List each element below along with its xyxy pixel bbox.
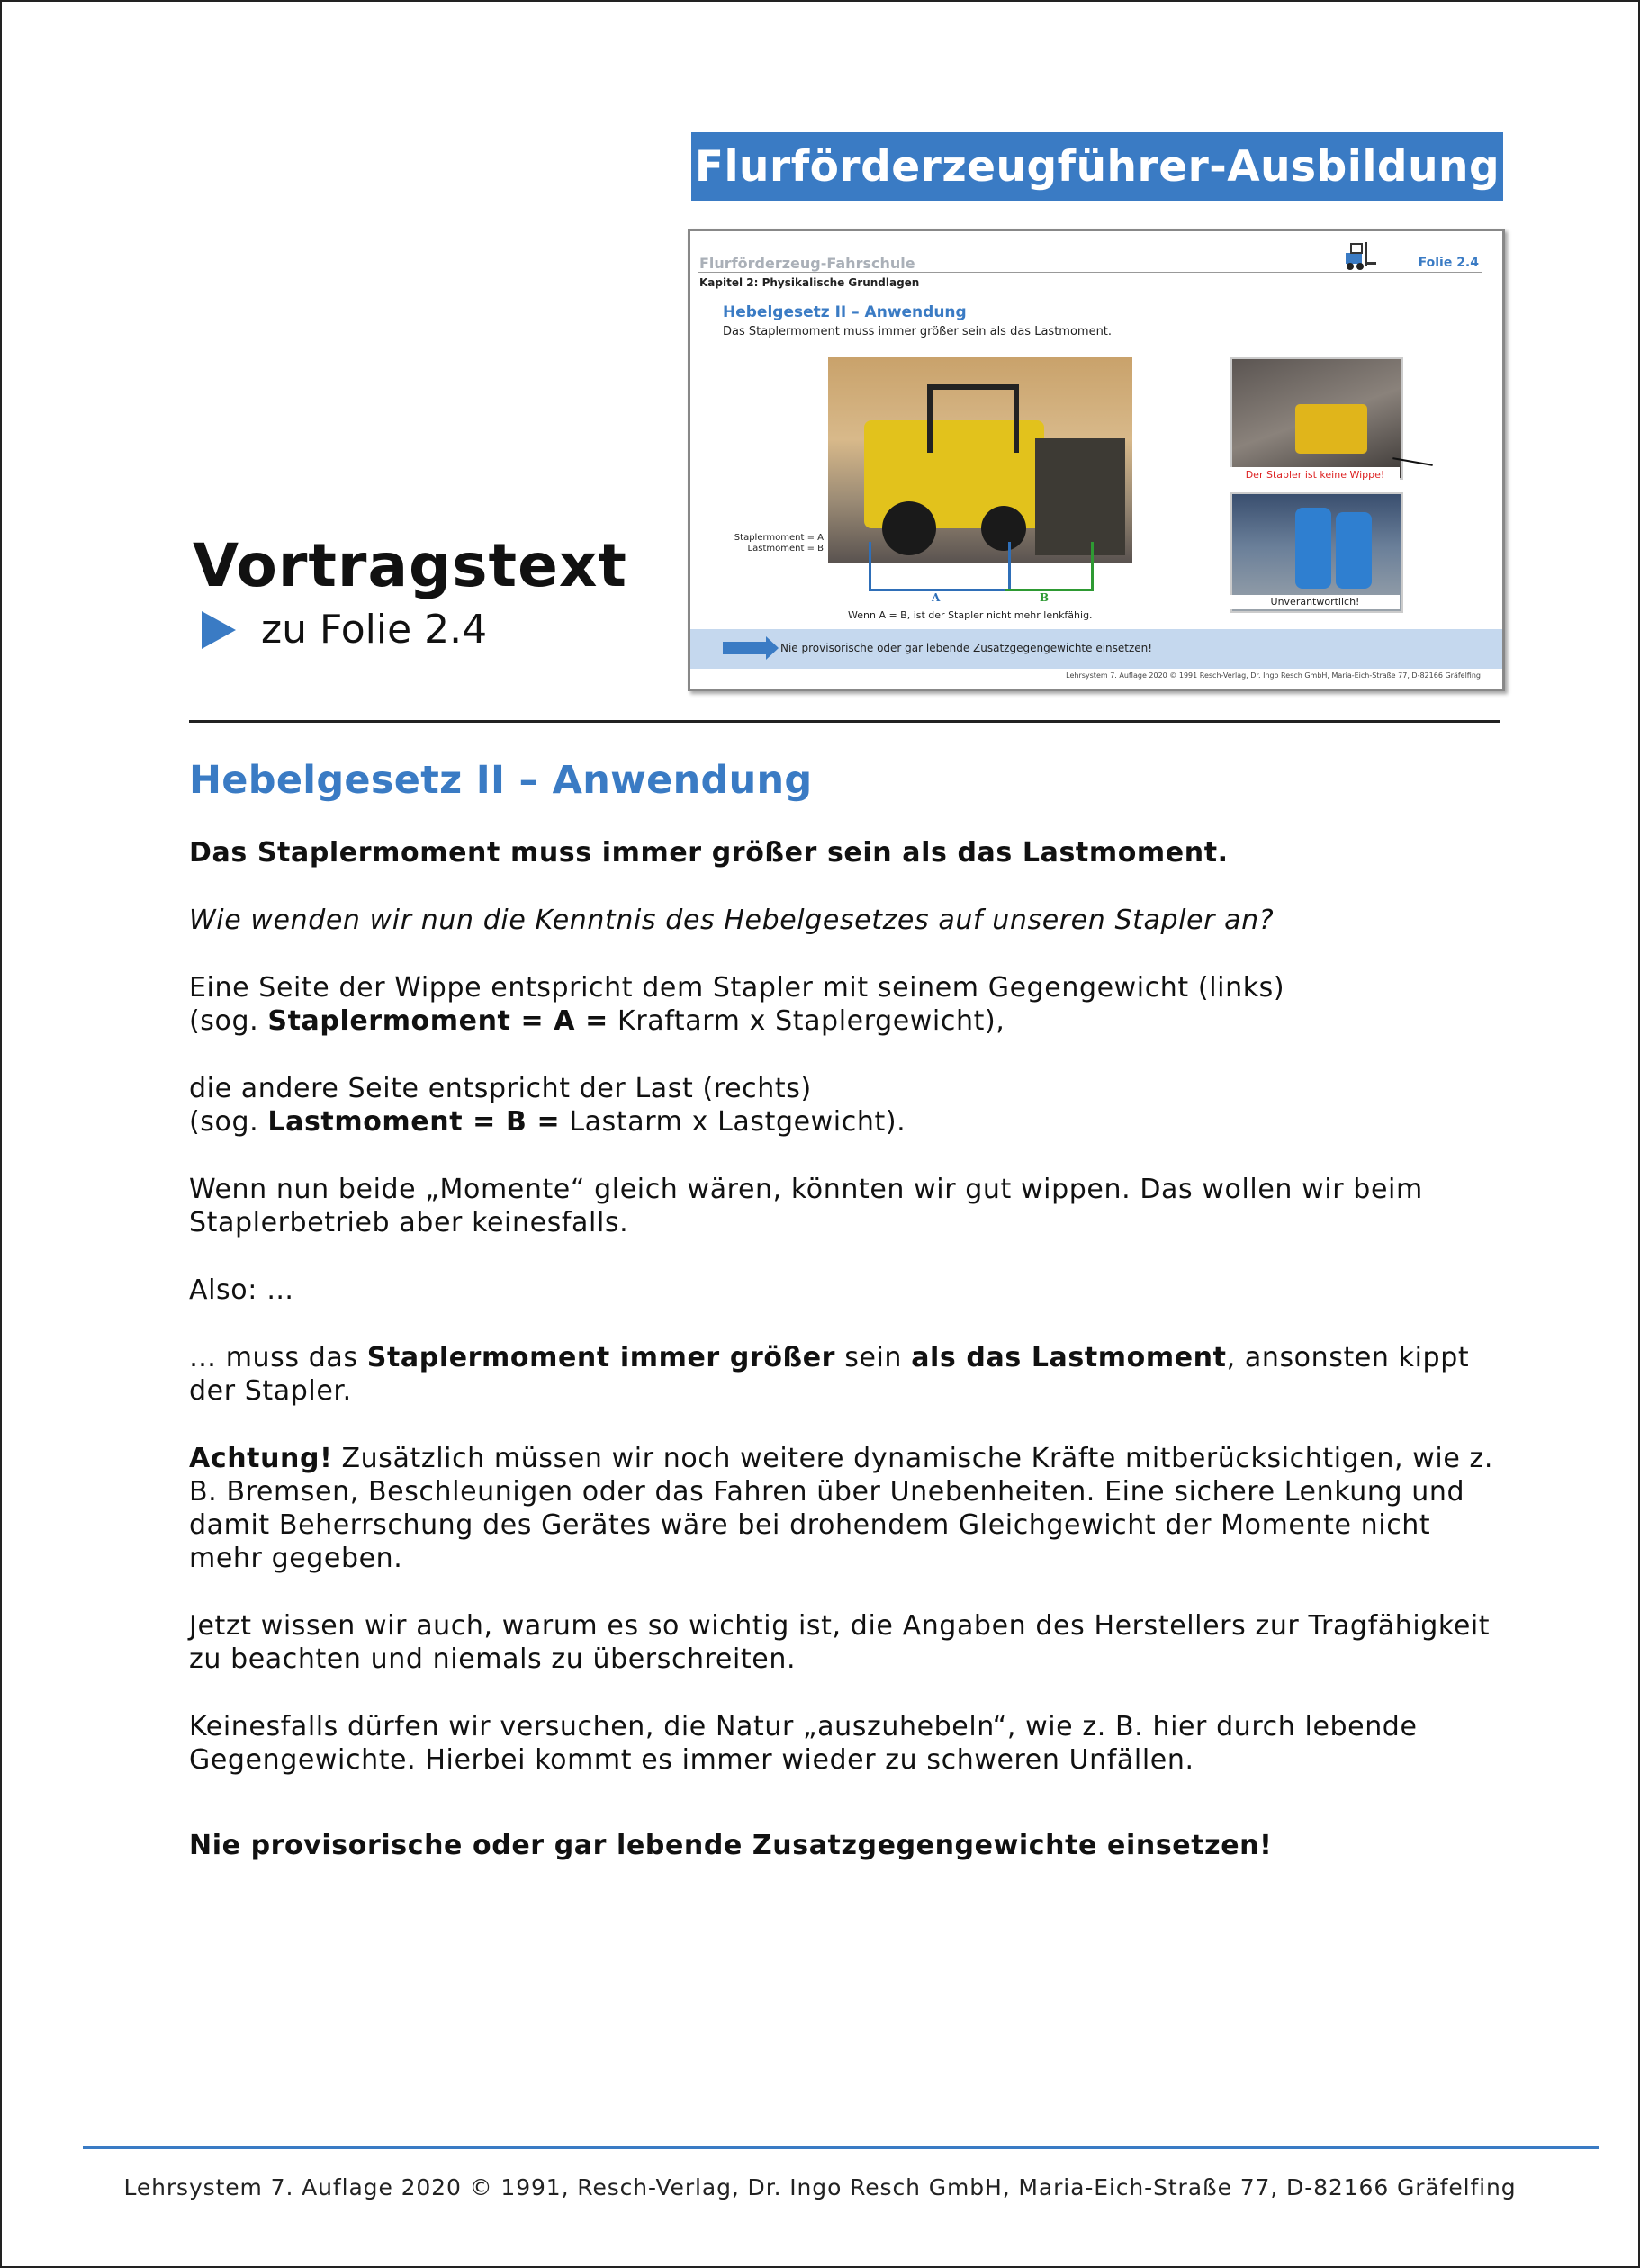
text-span: die andere Seite entspricht der Last (rechts) <box>189 1073 812 1104</box>
moment-b-label: Lastmoment = B <box>747 544 824 554</box>
text-span: , ansonsten kippt der Stapler. <box>189 1342 1470 1407</box>
section-title: Hebelgesetz II – Anwendung <box>189 758 813 803</box>
forklift-cab-shape <box>927 384 1019 453</box>
text-span: (sog. <box>189 1106 268 1138</box>
paragraph-also: Also: … <box>189 1274 294 1306</box>
course-banner: Flurförderzeugführer-Ausbildung <box>691 132 1503 201</box>
slide-reference <box>202 607 487 652</box>
timber-load-shape <box>1035 438 1125 555</box>
slide-chapter: Kapitel 2: Physikalische Grundlagen <box>699 276 920 289</box>
paragraph-manufacturer: Jetzt wissen wir auch, warum es so wichtig ist, die Angaben des Herstellers zur Tragfähigkeit zu beachten und niemals zu überschreiten. <box>189 1610 1491 1675</box>
slide-reference-label: zu Folie 2.4 <box>261 607 488 652</box>
paragraph-counterweights: Keinesfalls dürfen wir versuchen, die Natur „auszuhebeln“, wie z. B. hier durch lebende Gegengewichte. Hierbei kommt es immer wieder zu schweren Unfällen. <box>189 1711 1418 1776</box>
text-span: (sog. <box>189 1005 268 1037</box>
paragraph-conclusion <box>189 1341 1503 1408</box>
slide-subtitle: Das Staplermoment muss immer größer sein als das Lastmoment. <box>723 325 1113 338</box>
arm-a-label: A <box>932 591 941 604</box>
paragraph-lastmoment <box>189 1072 1503 1138</box>
lever-arm-b <box>1005 542 1094 591</box>
text-span: … muss das <box>189 1342 367 1373</box>
moment-a-label: Staplermoment = A <box>734 533 824 543</box>
forklift-photo <box>828 357 1132 562</box>
text-span: Eine Seite der Wippe entspricht dem Stapler mit seinem Gegengewicht (links) <box>189 972 1285 1004</box>
person-shape <box>1295 508 1331 589</box>
text-span: Zusätzlich müssen wir noch weitere dynamische Kräfte mitberücksichtigen, wie z. B. Bremsen, Beschleunigen oder das Fahren über Unebenheiten. Eine sichere Lenkung und damit Beherrschung des Gerätes wäre bei drohendem Gleichgewicht der Momente nicht mehr gegeben. <box>189 1443 1493 1574</box>
question-paragraph: Wie wenden wir nun die Kenntnis des Hebelgesetzes auf unseren Stapler an? <box>189 904 1275 936</box>
bold-term: als das Lastmoment <box>911 1342 1227 1373</box>
paragraph-staplermoment <box>189 971 1503 1038</box>
text-span: Kraftarm x Staplergewicht), <box>608 1005 1005 1037</box>
tipping-forklift-photo <box>1230 357 1403 480</box>
moment-legend <box>725 533 824 554</box>
caption-no-seesaw: Der Stapler ist keine Wippe! <box>1230 467 1400 483</box>
text-span: sein <box>835 1342 912 1373</box>
bold-term: Achtung! <box>189 1443 333 1474</box>
triangle-bullet-icon <box>202 611 236 649</box>
tipping-forklift-shape <box>1295 404 1367 454</box>
page-title: Vortragstext <box>193 531 627 600</box>
bold-term: Staplermoment immer größer <box>366 1342 836 1373</box>
slide-warning-text: Nie provisorische oder gar lebende Zusatzgegengewichte einsetzen! <box>780 642 1153 654</box>
lever-arm-a <box>869 542 1011 591</box>
text-span: Lastarm x Lastgewicht). <box>560 1106 906 1138</box>
arrow-right-icon <box>723 642 766 654</box>
slide-header-divider <box>698 272 1482 273</box>
header-divider <box>189 720 1500 723</box>
final-warning: Nie provisorische oder gar lebende Zusatzgegengewichte einsetzen! <box>189 1830 1273 1861</box>
arm-b-label: B <box>1040 591 1050 604</box>
page-footer: Lehrsystem 7. Auflage 2020 © 1991, Resch-Verlag, Dr. Ingo Resch GmbH, Maria-Eich-Straße 77, D-82166 Gräfelfing <box>123 2174 1517 2200</box>
slide-title: Hebelgesetz II – Anwendung <box>723 303 967 321</box>
paragraph-achtung <box>189 1442 1503 1575</box>
slide-footer: Lehrsystem 7. Auflage 2020 © 1991 Resch-Verlag, Dr. Ingo Resch GmbH, Maria-Eich-Straße 77, D-82166 Gräfelfing <box>1066 671 1481 680</box>
footer-divider <box>83 2146 1599 2149</box>
slide-caption-condition: Wenn A = B, ist der Stapler nicht mehr lenkfähig. <box>848 609 1093 621</box>
slide-number: Folie 2.4 <box>1418 256 1479 270</box>
caption-irresponsible: Unverantwortlich! <box>1230 595 1400 609</box>
paragraph-equal-moments: Wenn nun beide „Momente“ gleich wären, könnten wir gut wippen. Das wollen wir beim Staplerbetrieb aber keinesfalls. <box>189 1174 1423 1238</box>
slide-thumbnail <box>688 229 1505 691</box>
bold-term: Lastmoment = B = <box>267 1106 561 1138</box>
person-shape <box>1336 512 1372 589</box>
forklift-icon <box>1342 240 1378 273</box>
lecture-text <box>189 756 1503 1896</box>
slide-school-name: Flurförderzeug-Fahrschule <box>699 255 915 272</box>
bold-term: Staplermoment = A = <box>267 1005 608 1037</box>
lead-statement: Das Staplermoment muss immer größer sein als das Lastmoment. <box>189 837 1229 868</box>
